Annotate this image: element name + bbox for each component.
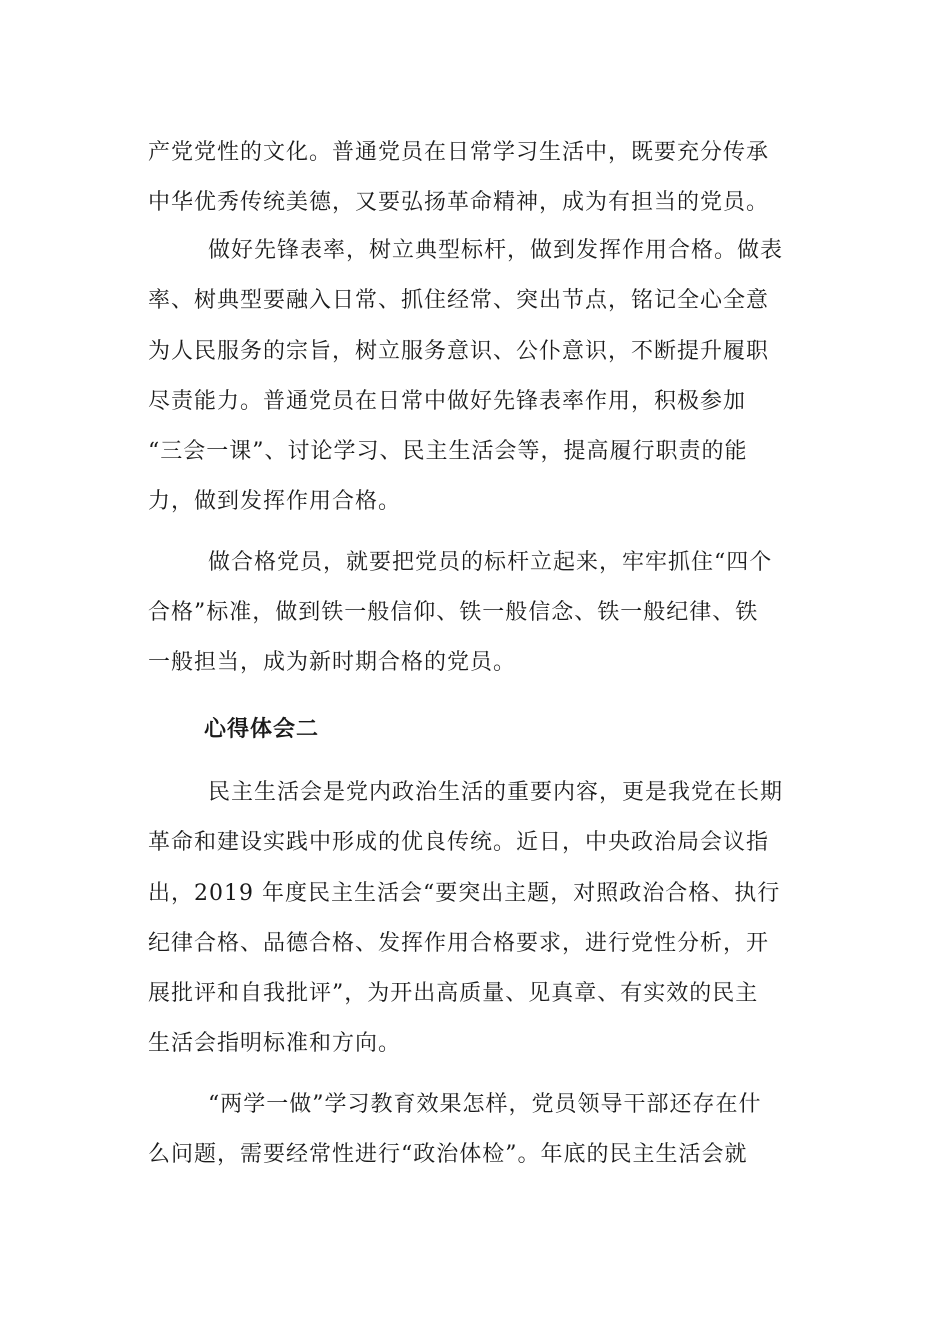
paragraph-line: 做合格党员，就要把党员的标杆立起来，牢牢抓住“四个 (208, 550, 773, 575)
paragraph-line: 中华优秀传统美德，又要弘扬革命精神，成为有担当的党员。 (148, 190, 770, 215)
paragraph-line: 合格”标准，做到铁一般信仰、铁一般信念、铁一般纪律、铁 (148, 600, 759, 625)
paragraph-line: 民主生活会是党内政治生活的重要内容，更是我党在长期 (208, 780, 784, 805)
paragraph-line: 率、树典型要融入日常、抓住经常、突出节点，铭记全心全意 (148, 288, 770, 313)
paragraph-line: 尽责能力。普通党员在日常中做好先锋表率作用，积极参加 (148, 389, 747, 414)
paragraph-line: 么问题，需要经常性进行“政治体检”。年底的民主生活会就 (148, 1142, 748, 1167)
paragraph-line: 展批评和自我批评”，为开出高质量、见真章、有实效的民主 (148, 981, 759, 1006)
paragraph-line: 力，做到发挥作用合格。 (148, 489, 402, 514)
paragraph-line: 生活会指明标准和方向。 (148, 1031, 402, 1056)
paragraph-line: 出，2019 年度民主生活会“要突出主题，对照政治合格、执行 (148, 881, 781, 906)
paragraph-line: 为人民服务的宗旨，树立服务意识、公仆意识，不断提升履职 (148, 339, 770, 364)
paragraph-line: “三会一课”、讨论学习、民主生活会等，提高履行职责的能 (148, 439, 748, 464)
paragraph-line: 做好先锋表率，树立典型标杆，做到发挥作用合格。做表 (208, 238, 784, 263)
paragraph-line: 一般担当，成为新时期合格的党员。 (148, 650, 517, 675)
section-heading: 心得体会二 (204, 717, 320, 742)
paragraph-line: “两学一做”学习教育效果怎样，党员领导干部还存在什 (208, 1092, 762, 1117)
paragraph-line: 纪律合格、品德合格、发挥作用合格要求，进行党性分析，开 (148, 931, 770, 956)
paragraph-line: 革命和建设实践中形成的优良传统。近日，中央政治局会议指 (148, 830, 770, 855)
paragraph-line: 产党党性的文化。普通党员在日常学习生活中，既要充分传承 (148, 140, 770, 165)
